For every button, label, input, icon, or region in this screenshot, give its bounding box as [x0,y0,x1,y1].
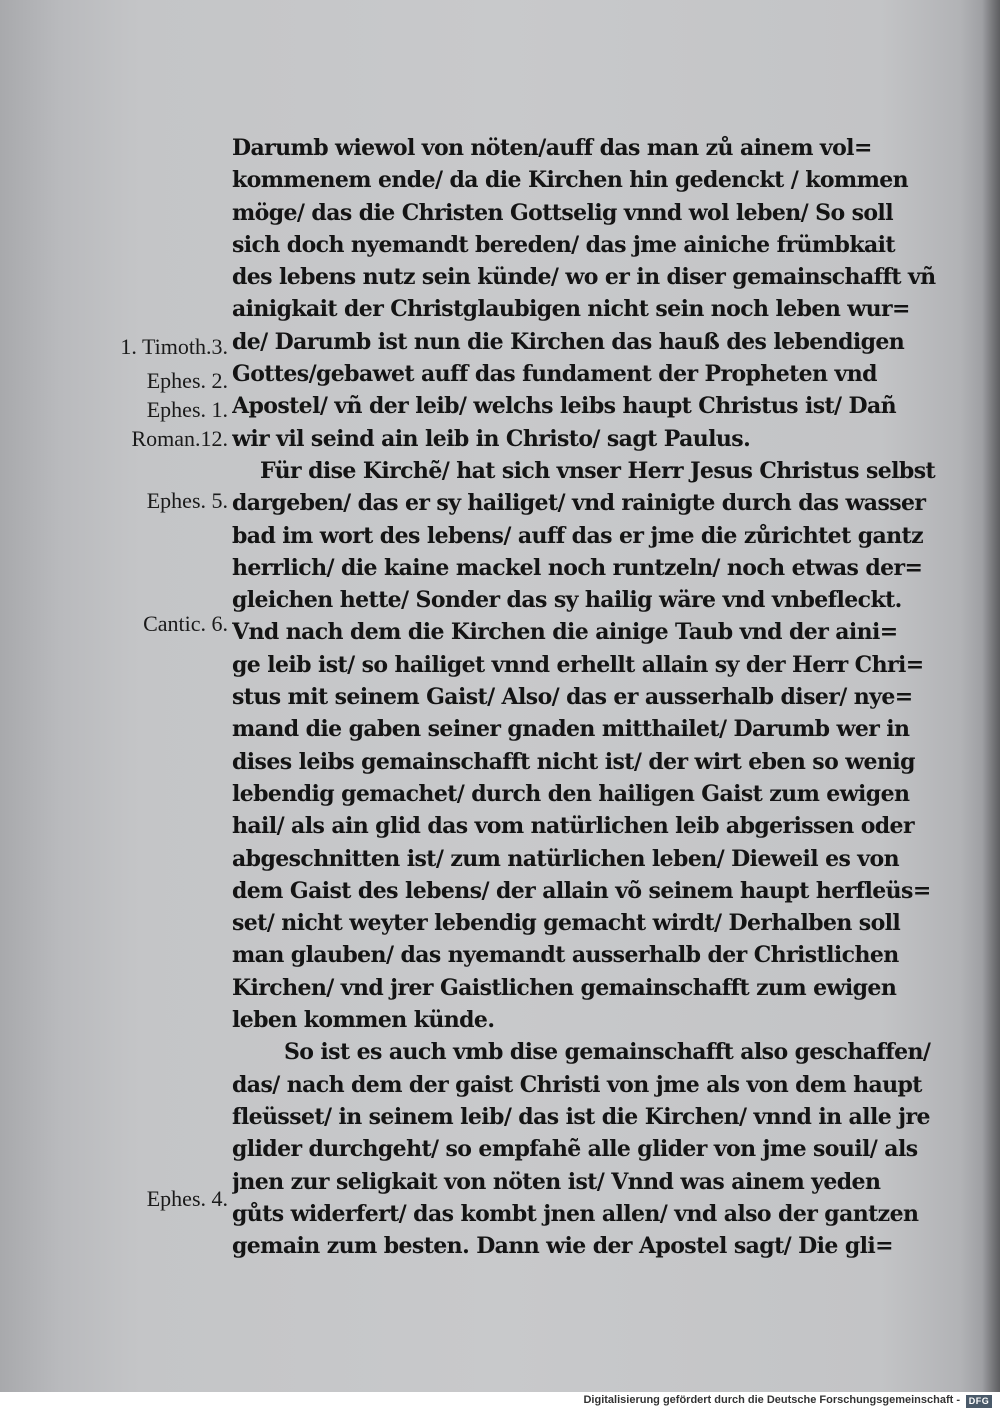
text-line: das/ nach dem der gaist Christi von jme als von dem haupt [232,1071,922,1098]
marginal-note-roman: Roman.12. [131,426,228,451]
marginal-note-ephes-1: Ephes. 1. [146,397,228,422]
text-line: Gottes/gebawet auff das fundament der Propheten vnd [232,361,877,388]
text-line: Kirchen/ vnd jrer Gaistlichen gemainschafft zum ewigen [232,974,897,1001]
text-line: möge/ das die Christen Gottselig vnnd wol leben/ So soll [232,199,893,226]
funding-credit: Digitalisierung gefördert durch die Deutsche Forschungsgemeinschaft - [583,1394,960,1406]
text-line: dises leibs gemainschafft nicht ist/ der wirt eben so wenig [232,748,915,775]
text-line: kommenem ende/ da die Kirchen hin gedenckt / kommen [232,167,909,194]
marginal-note-ephes-2: Ephes. 2. [146,368,228,393]
text-line: mand die gaben seiner gnaden mitthailet/ Darumb wer in [232,716,910,743]
text-line: gleichen hette/ Sonder das sy hailig wäre vnd vnbefleckt. [232,587,902,614]
text-line: fleüsset/ in seinem leib/ das ist die Kirchen/ vnnd in alle jre [232,1103,930,1130]
text-line: leben kommen künde. [232,1007,495,1034]
text-line: gůts widerfert/ das kombt jnen allen/ vnd also der gantzen [232,1200,919,1227]
text-line: gemain zum besten. Dann wie der Apostel sagt/ Die gli= [232,1233,893,1260]
text-line: Vnd nach dem die Kirchen die ainige Taub vnd der aini= [232,619,898,646]
marginal-note-ephes-5: Ephes. 5. [146,488,228,513]
text-line: abgeschnitten ist/ zum natürlichen leben/ Dieweil es von [232,845,899,872]
text-line: hail/ als ain glid das vom natürlichen leib abgerissen oder [232,813,914,840]
text-line: bad im wort des lebens/ auff das er jme die zůrichtet gantz [232,522,923,549]
text-line: de/ Darumb ist nun die Kirchen das hauß des lebendigen [232,328,905,355]
text-line: Apostel/ vñ der leib/ welchs leibs haupt Christus ist/ Dañ [232,393,897,420]
text-line: stus mit seinem Gaist/ Also/ das er ausserhalb diser/ nye= [232,684,913,711]
marginal-note-timoth: 1. Timoth.3. [120,334,228,359]
text-line: set/ nicht weyter lebendig gemacht wirdt/ Derhalben soll [232,910,901,937]
text-line: sich doch nyemandt bereden/ das jme ainiche frümbkait [232,231,895,258]
text-line: ainigkait der Christglaubigen nicht sein noch leben wur= [232,296,910,323]
marginal-note-cantic: Cantic. 6. [143,611,228,636]
text-line: glider durchgeht/ so empfahẽ alle glider von jme souil/ als [232,1136,918,1163]
text-line: So ist es auch vmb dise gemainschafft also geschaffen/ [284,1039,931,1066]
text-line: des lebens nutz sein künde/ wo er in diser gemainschafft vñ [232,264,936,291]
dfg-logo-icon: DFG [966,1395,992,1408]
body-text [232,132,940,1262]
marginal-note-ephes-4: Ephes. 4. [146,1186,228,1211]
text-line: wir vil seind ain leib in Christo/ sagt Paulus. [232,425,751,452]
text-line: dem Gaist des lebens/ der allain võ seinem haupt herfleüs= [232,877,931,904]
text-line: Für dise Kirchẽ/ hat sich vnser Herr Jesus Christus selbst [260,457,936,484]
text-line: herrlich/ die kaine mackel noch runtzeln/ noch etwas der= [232,554,923,581]
text-line: man glauben/ das nyemandt ausserhalb der Christlichen [232,942,899,969]
footer-bar [0,1392,1000,1411]
text-line: lebendig gemachet/ durch den hailigen Gaist zum ewigen [232,780,910,807]
text-line: dargeben/ das er sy hailiget/ vnd rainigte durch das wasser [232,490,926,517]
text-line: ge leib ist/ so hailiget vnnd erhellt allain sy der Herr Chri= [232,651,924,678]
text-line: Darumb wiewol von nöten/auff das man zů ainem vol= [232,135,872,161]
text-line: jnen zur seligkait von nöten ist/ Vnnd was ainem yeden [232,1168,881,1195]
